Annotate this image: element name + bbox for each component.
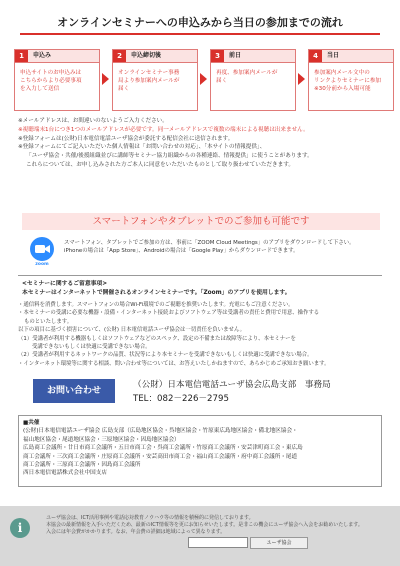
note-line: これらについては、お申し込みされた方ご本人に同意をいただいたものとして取り扱わせていただきます。: [26, 161, 294, 168]
contact-info: [133, 378, 383, 406]
footer-line: ユーザ協会は、ICT活用事例や電話応対教育ノウハウ等の情報を積極的に発信しております。: [46, 515, 254, 521]
step-title: 前日: [229, 52, 242, 59]
zoom-logo-label: zoom: [35, 262, 49, 267]
notice-line: 受講できないもしくは快適に受講できない場合。: [32, 344, 151, 351]
notice-line: 以下の項目に基づく損害について、(公財) 日本電信電話ユーザ協会は一切責任を負いません。: [18, 327, 246, 334]
step-number: 3: [211, 50, 224, 62]
zoom-desc-line: iPhoneの場合は「App Store」、Androidの場合は「Google Play」からダウンロードできます。: [64, 247, 299, 254]
footer-text: [46, 515, 391, 537]
note-line: 「ユーザ協会・共催/後援組織並びに講師等セミナー協力組織からの各種連絡、情報提供」に使うことがあります。: [26, 153, 313, 160]
title-underline: [20, 33, 380, 35]
note-line-warning: ※視聴端末1台につき1つのメールアドレスが必要です。同一メールアドレスで複数の端末による視聴は出来ません。: [18, 126, 309, 133]
sponsor-heading: ■共催: [23, 420, 40, 426]
footer-line: 本協会の最新情報を入手いただくため、最新のICT情報等を更にお知らせいたします。是非この機会にユーザ協会へ入会をお勧めいたします。: [46, 522, 363, 529]
step-4-box: [308, 49, 394, 111]
sponsor-line: (公財)日本電信電話ユーザ協会 広島支部（広島地区協会・呉地区協会・竹原東広島地区協会・備北地区協会・: [23, 428, 298, 435]
step-number: 1: [15, 50, 28, 62]
sponsor-line: 福山地区協会・尾道地区協会・三原地区協会・因島地区協会）: [23, 436, 180, 443]
note-line: ※メールアドレスは、お間違いのないようご入力ください。: [18, 118, 168, 124]
step-body: オンラインセミナー事務 局より参加案内メールが 届く: [118, 70, 180, 92]
arrow-right-icon: [298, 73, 305, 85]
notice-line: ・インターネット環境等に関する相談、問い合わせ等については、お答えいたしかねますので、あらかじめご承知おき願います。: [18, 360, 330, 367]
smartphone-banner: スマートフォンやタブレットでのご参加も可能です: [22, 213, 380, 230]
step-body: 参加案内メール文中の リンクよりセミナーに参加 ※30分前から入場可能: [314, 70, 382, 92]
notice-body: [18, 301, 390, 368]
step-body: 申込サイトのお申込みは こちらからより必要事項 を入力して送信: [20, 70, 82, 92]
step-2-box: [112, 49, 198, 111]
search-input[interactable]: [188, 537, 248, 548]
contact-org: （公財）日本電信電話ユーザ協会広島支部 事務局: [133, 380, 331, 390]
step-1-box: [14, 49, 100, 111]
zoom-icon: [30, 237, 54, 261]
info-icon: i: [10, 518, 30, 538]
step-3-box: [210, 49, 296, 111]
page-title: オンラインセミナーへの申込みから当日の参加までの流れ: [57, 16, 343, 29]
step-title: 申込み: [33, 52, 52, 59]
sponsor-line: 商工会議所・三原商工会議所・因島商工会議所: [23, 462, 141, 469]
step-body: 再度、参加案内メールが 届く: [216, 70, 278, 84]
notice-line: ものといたします。: [24, 318, 73, 325]
step-number: 4: [309, 50, 322, 62]
contact-label: お問い合わせ: [33, 379, 115, 403]
step-number: 2: [113, 50, 126, 62]
notice-line: ・通信料を消費します。スマートフォンの場合Wi-Fi環境でのご視聴を推奨いたします。充電にもご注意ください。: [18, 302, 294, 308]
arrow-right-icon: [102, 73, 109, 85]
notice-line: （2）受講者が利用するネットワークの品質、状況等により本セミナーを受講できないもしくは快適に受講できない場合。: [18, 352, 313, 359]
sponsor-line: 商工会議所・三次商工会議所・庄原商工会議所・安芸高田市商工会・福山商工会議所・府中商工会議所・尾道: [23, 453, 298, 460]
search-button[interactable]: ユーザ協会: [250, 537, 308, 549]
arrow-right-icon: [200, 73, 207, 85]
notice-heading-line: 本セミナーはインターネットで開催されるオンラインセミナーです。「Zoom」のアプリを使用します。: [22, 289, 291, 296]
note-line: ※登録フォームは(公財)日本電信電話ユーザ協会が委託する配信会社に送信されます。: [18, 135, 234, 142]
contact-tel: TEL：082－226－2795: [133, 394, 229, 404]
footer-line: 入会には年会費がかかります。なお、年会費の詳細は地域によって異なります。: [46, 529, 226, 536]
notes-block: [18, 117, 390, 170]
sponsor-line: 広島商工会議所・廿日市商工会議所・五日市商工会・呉商工会議所・竹原商工会議所・安芸津町商工会・東広島: [23, 445, 303, 452]
note-line: ※登録フォームにてご記入いただいた個人情報は「お問い合わせの対応」、「本サイトの情報提供」、: [18, 144, 266, 151]
notice-heading: [22, 280, 382, 297]
zoom-description: [64, 240, 384, 255]
divider: [18, 275, 382, 276]
step-title: 当日: [327, 52, 340, 59]
notice-heading-line: <セミナーに関するご留意事項>: [22, 281, 108, 287]
step-title: 申込締切後: [131, 52, 162, 59]
sponsor-line: 西日本電信電話株式会社中国支店: [23, 470, 107, 477]
notice-line: （1）受講者が利用する機器もしくはソフトウェアなどのスペック、設定の不備または故障等により、本セミナーを: [18, 335, 296, 342]
zoom-desc-line: スマートフォン、タブレットでご参加の方は、事前に「ZOOM Cloud Meetings」のアプリをダウンロードして下さい。: [64, 240, 355, 246]
notice-line: ・本セミナーの受講に必要な機器・設備・インターネット接続およびソフトウェア等は受講者の責任と費用で用意、操作する: [18, 310, 320, 317]
sponsor-box: [18, 415, 382, 487]
